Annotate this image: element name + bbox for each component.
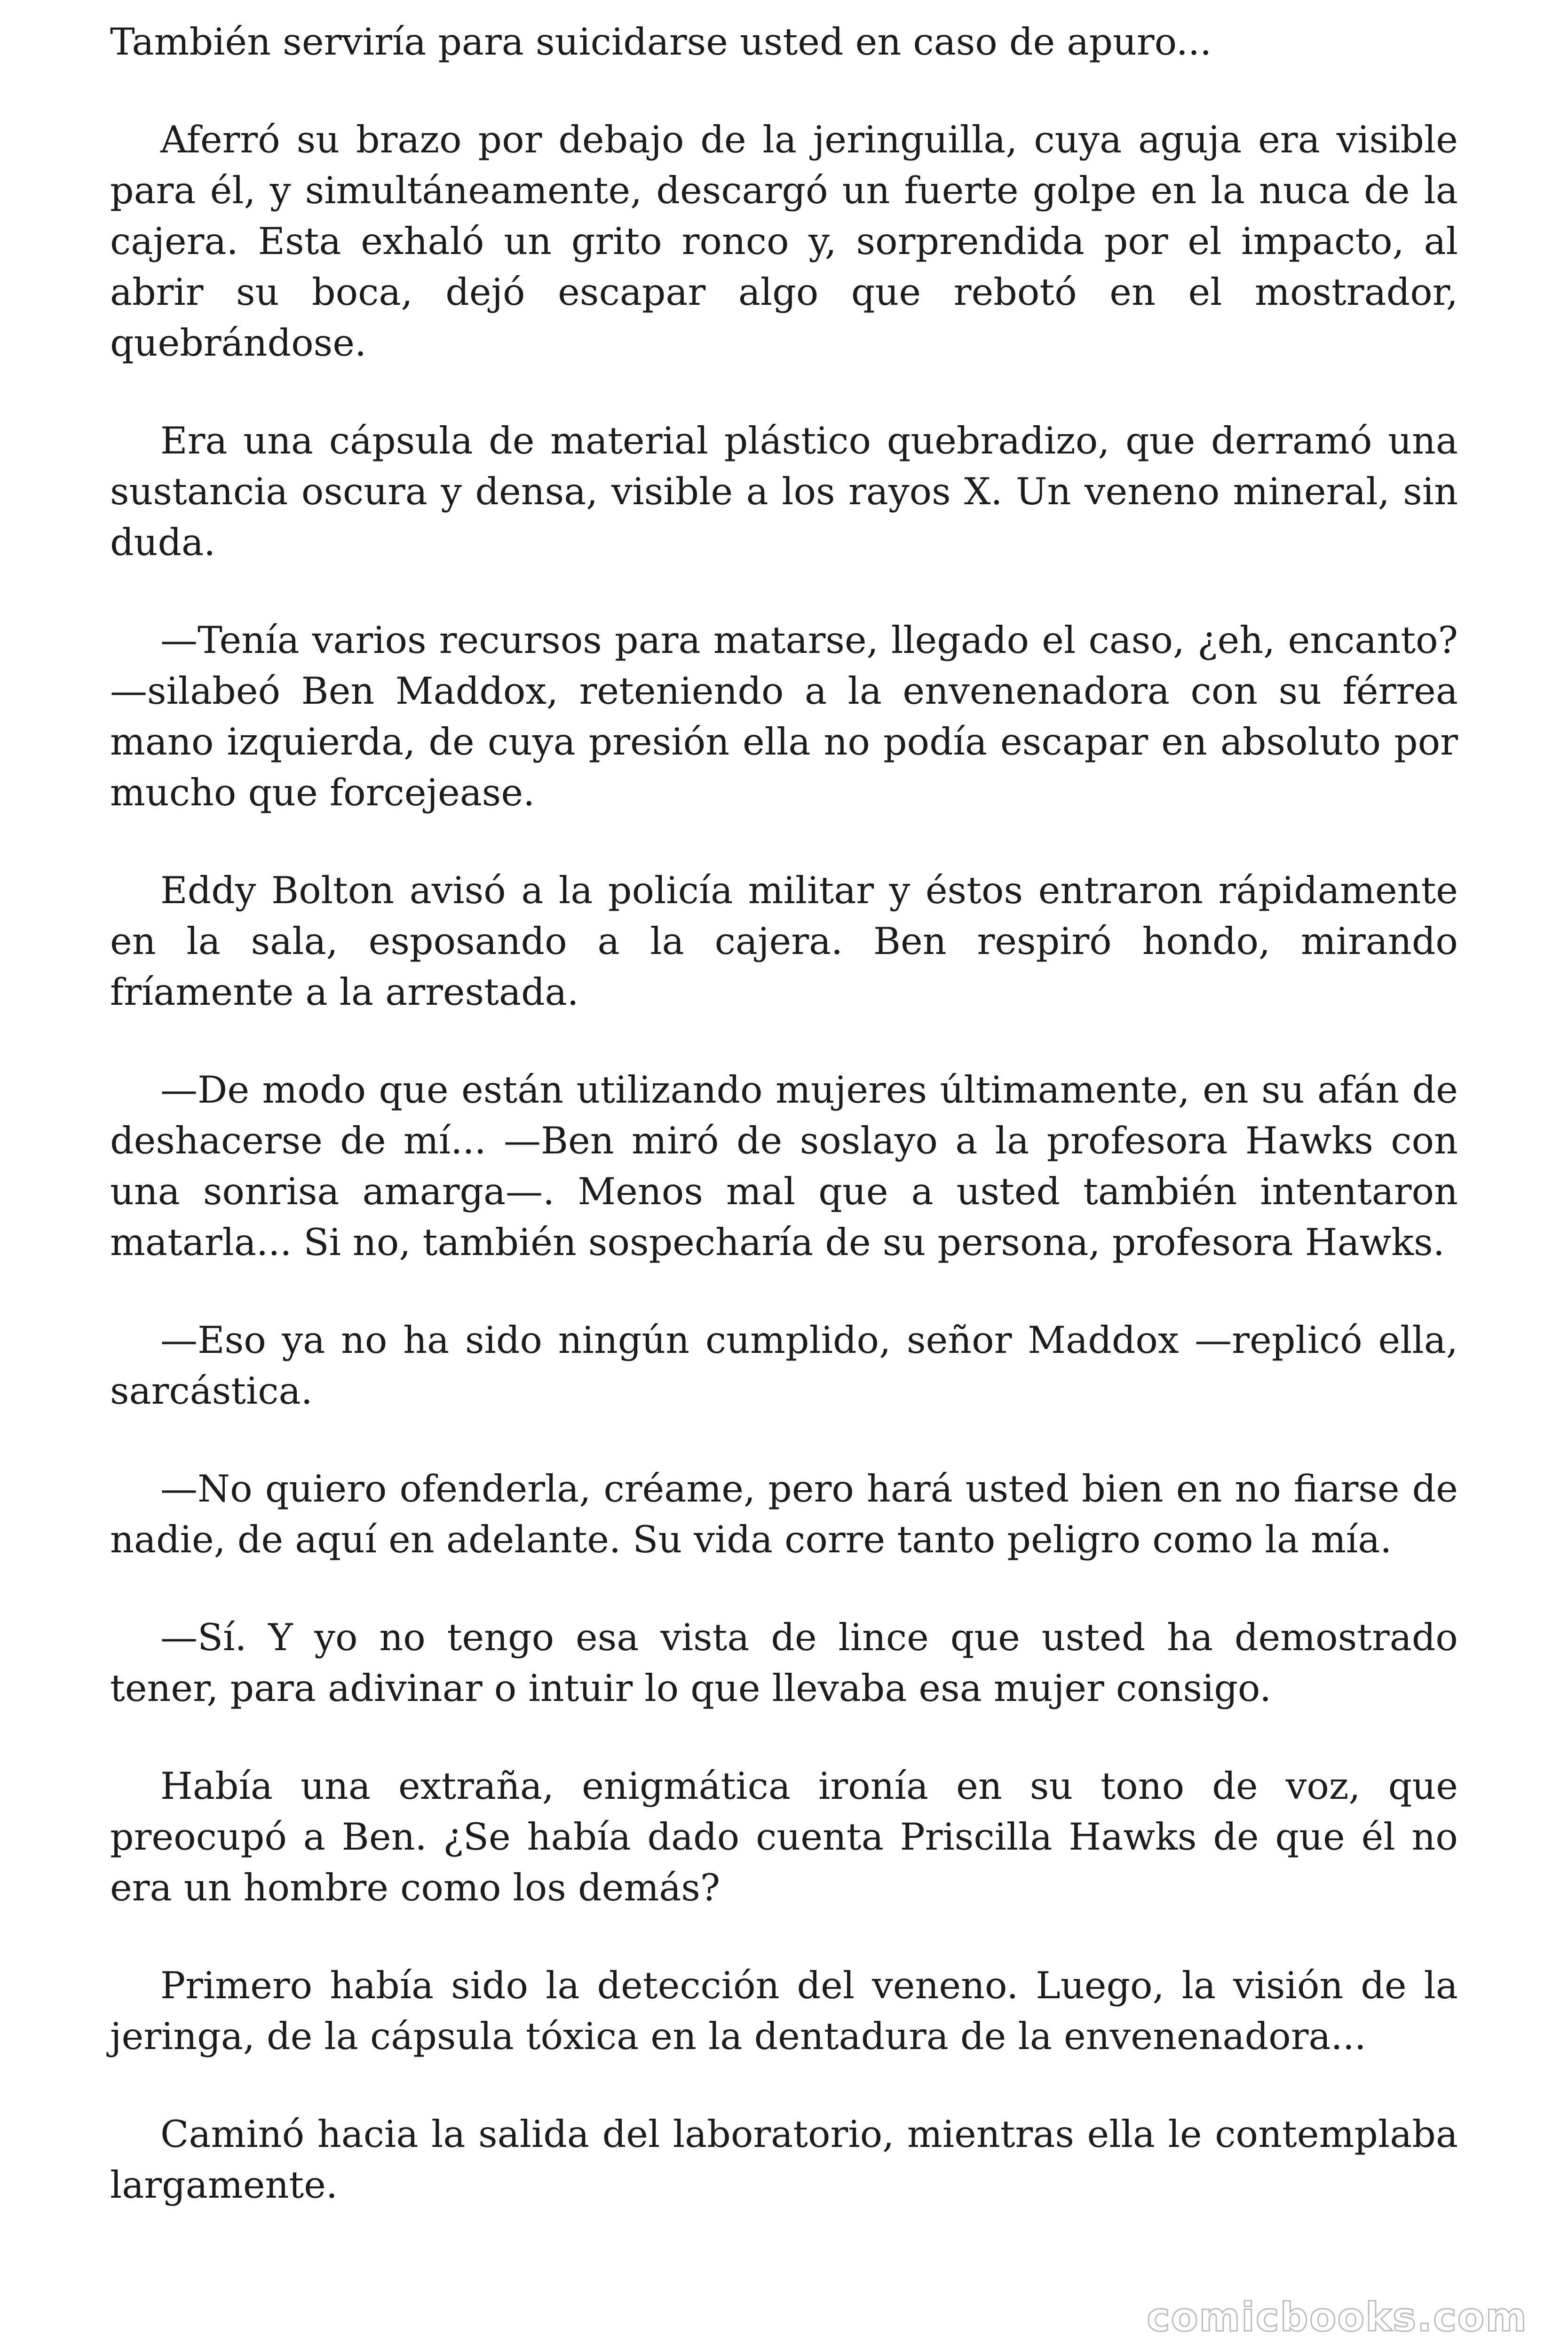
paragraph: Eddy Bolton avisó a la policía militar y éstos entraron rápidamente en la sala, esposando a la cajera. Ben respiró hondo, mirando fríamente a la arrestada. [110,869,1458,1014]
paragraph: Era una cápsula de material plástico quebradizo, que derramó una sustancia oscura y densa, visible a los rayos X. Un veneno mineral, sin duda. [110,419,1458,564]
paragraph: Primero había sido la detección del veneno. Luego, la visión de la jeringa, de la cápsula tóxica en la dentadura de la envenenadora... [110,1964,1458,2058]
watermark-logo: comicbooks.com [1147,2294,1528,2340]
paragraph: —Eso ya no ha sido ningún cumplido, señor Maddox —replicó ella, sarcástica. [110,1319,1458,1413]
paragraph: Había una extraña, enigmática ironía en su tono de voz, que preocupó a Ben. ¿Se había dado cuenta Priscilla Hawks de que él no era un hombre como los demás? [110,1764,1458,1909]
paragraph: También serviría para suicidarse usted en caso de apuro... [110,20,1212,64]
paragraph: —Sí. Y yo no tengo esa vista de lince que usted ha demostrado tener, para adivinar o intuir lo que llevaba esa mujer consigo. [110,1616,1458,1710]
page-body-text [110,16,1458,2257]
paragraph: Aferró su brazo por debajo de la jeringuilla, cuya aguja era visible para él, y simultáneamente, descargó un fuerte golpe en la nuca de la cajera. Esta exhaló un grito ronco y, sorprendida por el impacto, al abrir su boca, dejó escapar algo que rebotó en el mostrador, quebrándose. [110,118,1458,365]
paragraph: —De modo que están utilizando mujeres últimamente, en su afán de deshacerse de mí... —Ben miró de soslayo a la profesora Hawks con una sonrisa amarga—. Menos mal que a usted también intentaron matarla... Si no, también sospecharía de su persona, profesora Hawks. [110,1068,1458,1264]
paragraph: —Tenía varios recursos para matarse, llegado el caso, ¿eh, encanto? —silabeó Ben Maddox, reteniendo a la envenenadora con su férrea mano izquierda, de cuya presión ella no podía escapar en absoluto por mucho que forcejease. [110,619,1458,814]
paragraph: Caminó hacia la salida del laboratorio, mientras ella le contemplaba largamente. [110,2113,1458,2207]
paragraph: —No quiero ofenderla, créame, pero hará usted bien en no fiarse de nadie, de aquí en adelante. Su vida corre tanto peligro como la mía. [110,1467,1458,1561]
